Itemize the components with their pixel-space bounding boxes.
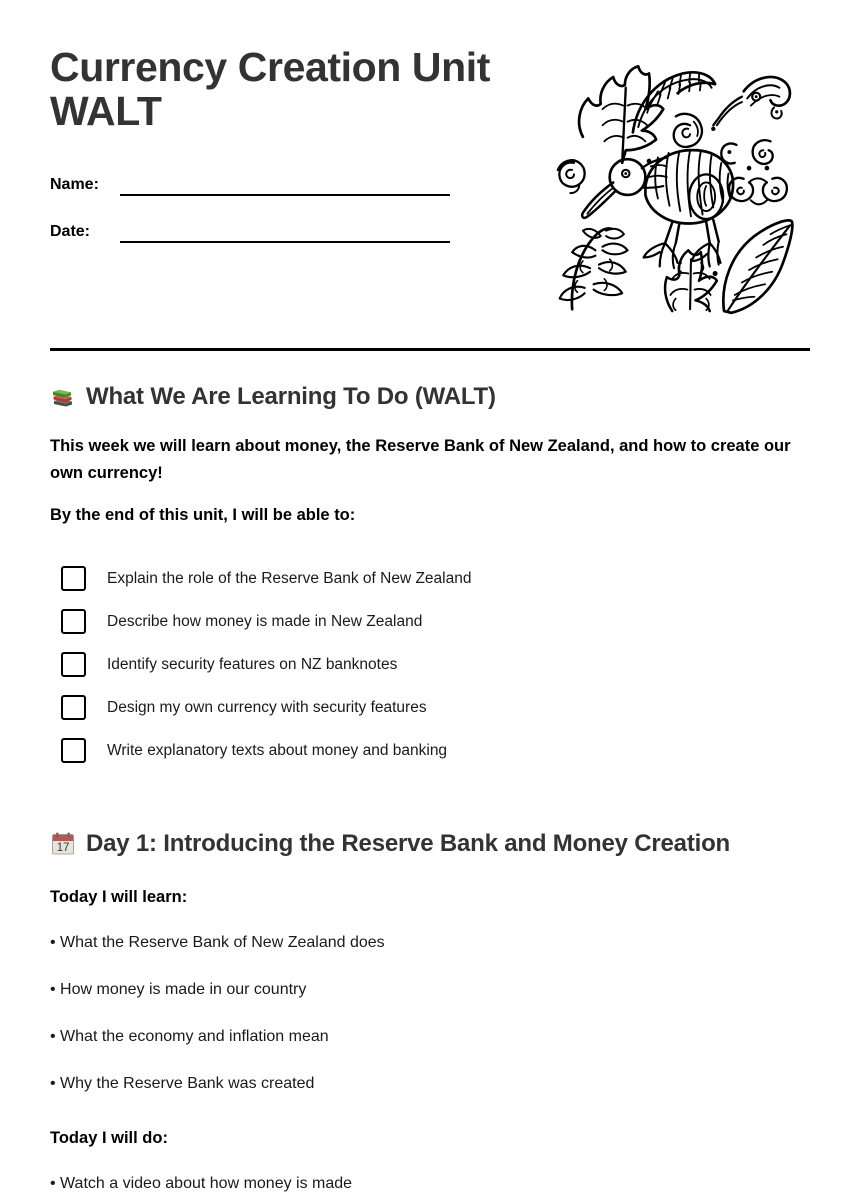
day-1-do-label: Today I will do: bbox=[50, 1128, 168, 1147]
leaf-bottom-right bbox=[713, 220, 793, 312]
day-1-learn-item: • What the economy and inflation mean bbox=[50, 1028, 329, 1046]
objective-checkbox[interactable] bbox=[61, 566, 86, 591]
objective-label: Explain the role of the Reserve Bank of New Zealand bbox=[107, 569, 472, 587]
leaf-top-left bbox=[579, 66, 663, 162]
svg-text:17: 17 bbox=[56, 842, 70, 855]
day-1-learn-item: • What the Reserve Bank of New Zealand does bbox=[50, 934, 385, 952]
page-title-line-1: Currency Creation Unit bbox=[50, 44, 490, 90]
day-1-learn-item: • Why the Reserve Bank was created bbox=[50, 1074, 315, 1092]
walt-subhead: By the end of this unit, I will be able to: bbox=[50, 506, 356, 525]
walt-section-heading bbox=[50, 383, 810, 411]
day-1-heading bbox=[50, 830, 810, 858]
day-1-section bbox=[50, 830, 810, 1194]
worksheet-content bbox=[50, 383, 810, 1194]
walt-section bbox=[50, 383, 810, 772]
objective-checkbox[interactable] bbox=[61, 652, 86, 677]
koru-pair-right bbox=[721, 140, 772, 164]
name-field-row bbox=[50, 160, 450, 196]
name-field-label: Name: bbox=[50, 176, 99, 193]
nz-kiwi-fern-koru-illustration bbox=[540, 52, 808, 320]
objective-checkbox[interactable] bbox=[61, 695, 86, 720]
list-item[interactable] bbox=[50, 686, 810, 729]
name-field-input[interactable] bbox=[120, 180, 450, 196]
page-header bbox=[0, 0, 860, 300]
day-1-learn-label: Today I will learn: bbox=[50, 888, 188, 907]
objective-label: Write explanatory texts about money and banking bbox=[107, 741, 448, 759]
date-field-label: Date: bbox=[50, 223, 91, 240]
walt-section-heading-text: What We Are Learning To Do (WALT) bbox=[86, 383, 496, 410]
day-1-learn-item: • How money is made in our country bbox=[50, 981, 307, 999]
koru-cluster-right bbox=[729, 166, 787, 205]
page-title-line-2: WALT bbox=[50, 87, 162, 134]
list-item[interactable] bbox=[50, 643, 810, 686]
bird-head-top-right bbox=[713, 77, 790, 125]
learning-objectives-checklist bbox=[50, 557, 810, 772]
fern-bottom-left bbox=[560, 228, 628, 309]
list-item[interactable] bbox=[50, 729, 810, 772]
koru-small-center-top bbox=[674, 114, 702, 147]
objective-checkbox[interactable] bbox=[61, 609, 86, 634]
objective-checkbox[interactable] bbox=[61, 738, 86, 763]
books-icon bbox=[50, 384, 76, 410]
header-divider bbox=[50, 348, 810, 351]
walt-intro-text: This week we will learn about money, the Reserve Bank of New Zealand, and how to create our own currency! bbox=[50, 437, 791, 482]
list-item[interactable] bbox=[50, 557, 810, 600]
student-fields bbox=[50, 160, 450, 254]
koru-left-middle bbox=[558, 160, 585, 193]
objective-label: Design my own currency with security features bbox=[107, 698, 427, 716]
page-title bbox=[50, 46, 520, 134]
list-item[interactable] bbox=[50, 600, 810, 643]
objective-label: Identify security features on NZ banknotes bbox=[107, 655, 398, 673]
date-field-input[interactable] bbox=[120, 227, 450, 243]
objective-label: Describe how money is made in New Zealand bbox=[107, 612, 423, 630]
title-block bbox=[50, 46, 520, 134]
day-1-do-item: • Watch a video about how money is made bbox=[50, 1174, 353, 1192]
day-1-heading-text: Day 1: Introducing the Reserve Bank and Money Creation bbox=[86, 830, 731, 858]
date-field-row bbox=[50, 207, 450, 243]
kiwi-bird bbox=[582, 150, 733, 268]
calendar-icon bbox=[50, 831, 76, 857]
